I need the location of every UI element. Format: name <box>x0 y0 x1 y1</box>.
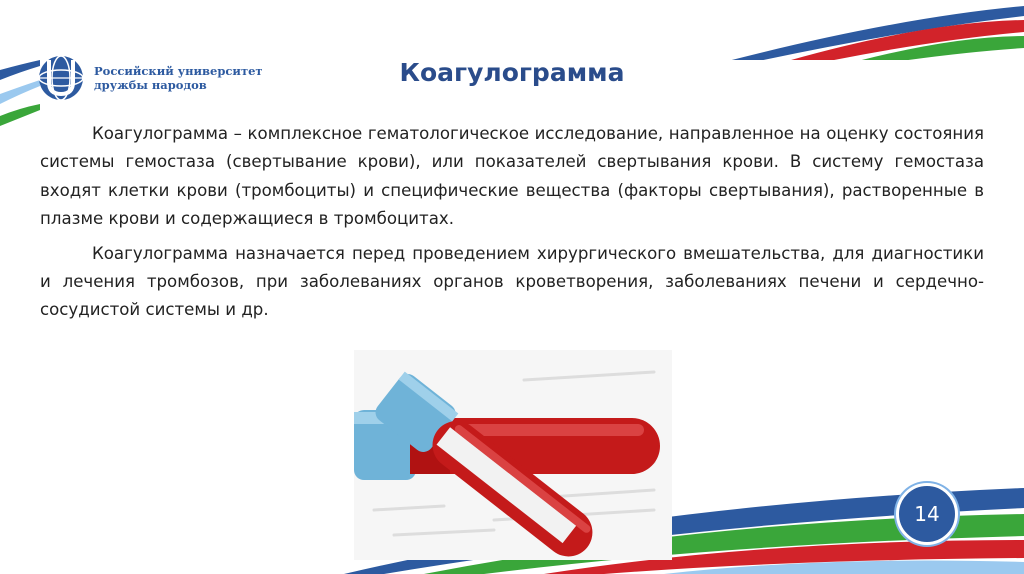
test-tubes-illustration <box>354 350 672 560</box>
paragraph-2: Коагулограмма назначается перед проведением хирургического вмешательства, для диагностики и лечения тромбозов, при заболеваниях органов кроветворения, заболеваниях печени и сердечно-сосудистой системы и др. <box>40 243 984 320</box>
blood-tubes-photo <box>354 350 672 560</box>
decor-swoosh-top-right <box>684 0 1024 60</box>
paragraph-1: Коагулограмма – комплексное гематологическое исследование, направленное на оценку состояния системы гемостаза (свертывание крови), или показателей свертывания крови. В систему гемостаза входят клетки крови (тромбоциты) и специфические вещества (факторы свертывания), растворенные в плазме крови и содержащиеся в тромбоцитах. <box>40 124 984 229</box>
body-text <box>40 120 984 331</box>
logo-line-1: Российский университет <box>94 64 263 78</box>
page-number-badge: 14 <box>896 483 958 545</box>
slide-title: Коагулограмма <box>399 58 625 87</box>
logo-line-2: дружбы народов <box>94 78 207 92</box>
